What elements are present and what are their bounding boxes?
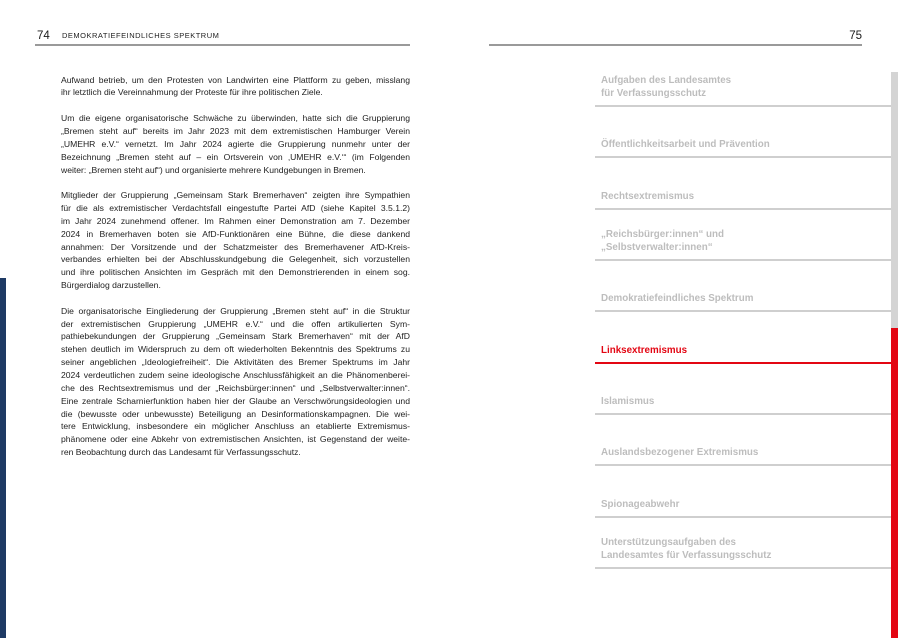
chapter-nav-item-active[interactable] — [595, 312, 891, 363]
body-text-line: 2024 verdeutlichen zudem seine ideologische Anschlussfähigkeit an die Phänomenberei- — [61, 370, 410, 380]
chapter-nav-label: Linksextremismus — [601, 344, 688, 356]
body-text-line: Bezeichnung „Bremen steht auf – ein Ortsverein von ‚UMEHR e.V.‘“ (im Folgenden — [61, 151, 410, 162]
body-text-line: phänomene oder eine Abkehr von extremistischen Ansichten, ist Gegenstand der weite- — [61, 434, 410, 445]
chapter-nav-item[interactable] — [595, 364, 891, 415]
chapter-nav-label: Unterstützungsaufgaben des — [601, 536, 736, 548]
body-text-line: „Bremen steht auf“ bereits im Jahr 2023 mit dem extremistischen Hamburger Verein — [61, 125, 410, 136]
body-text-line: Bürgerdialog darzustellen. — [61, 280, 161, 291]
chapter-tab-bar — [891, 72, 898, 328]
chapter-nav-label: Rechtsextremismus — [601, 190, 695, 202]
paragraph — [61, 189, 410, 292]
body-text-line: annahmen: Der Vorsitzende und der Schatzmeister des Bremerhavener AfD-Kreis- — [61, 241, 410, 252]
header-rule — [489, 44, 862, 45]
chapter-nav-label: „Selbstverwalter:innen“ — [601, 242, 713, 253]
body-text-line: stehen deutlich im Widerspruch zu dem oft wiederholten Bekenntnis des Spektrums zu — [61, 344, 410, 355]
header-rule — [35, 44, 410, 45]
body-text-line: im Jahr 2024 zunehmend offener. Im Rahmen einer Demonstration am 7. Dezember — [61, 215, 410, 226]
body-text-line: pathiebekundungen der Gruppierung „Gemeinsam Stark Bremerhaven“ mit der AfD — [61, 331, 410, 342]
body-text-line: „UMEHR e.V.“ vernetzt. Im Jahr 2024 agierte die Gruppierung nunmehr unter der — [61, 138, 410, 149]
chapter-nav-item[interactable] — [595, 107, 891, 158]
chapter-nav-item[interactable] — [595, 56, 891, 107]
chapter-nav-label: „Reichsbürger:innen“ und — [601, 229, 725, 240]
chapter-nav-item[interactable] — [595, 158, 891, 209]
body-text-line: Um die eigene organisatorische Schwäche zu überwinden, hatte sich die Gruppierung — [61, 113, 410, 124]
chapter-nav-label: Demokratiefeindliches Spektrum — [601, 293, 754, 305]
chapter-nav-item[interactable] — [595, 261, 891, 312]
chapter-nav-item[interactable] — [595, 518, 891, 569]
body-text-line: der extremistischen Gruppierung „UMEHR e.V.“ und die offen artikulierten Sym- — [61, 318, 410, 329]
body-text-line: 2024 in Bremerhaven boten sie AfD-Funktionären eine Bühne, die diese dankend — [61, 228, 410, 239]
body-text-line: verbandes erhielten bei der Abschlusskundgebung die Gelegenheit, sich vorzustellen — [61, 254, 410, 265]
body-text-line: Aufwand betrieb, um den Protesten von Landwirten eine Plattform zu geben, misslang — [61, 74, 410, 85]
chapter-nav-label: Öffentlichkeitsarbeit und Prävention — [601, 139, 770, 151]
paragraph — [61, 74, 410, 100]
chapter-nav-label: Auslandsbezogener Extremismus — [601, 447, 759, 459]
page-number: 75 — [849, 30, 862, 42]
chapter-nav — [595, 56, 891, 569]
chapter-nav-item[interactable] — [595, 466, 891, 517]
chapter-nav-item[interactable] — [595, 210, 891, 261]
chapter-nav-label: Aufgaben des Landesamtes — [601, 75, 732, 87]
paragraph — [61, 112, 410, 176]
body-text-line: ren Beobachtung durch das Landesamt für Verfassungsschutz. — [61, 447, 301, 458]
body-text-line: die (bewusste oder unbewusste) Beteiligung an Desinformationskampagnen. Die wei- — [61, 408, 410, 419]
body-text-line: Die organisatorische Eingliederung der Gruppierung „Bremen steht auf“ in die Struktur — [61, 305, 410, 316]
active-chapter-marker — [891, 328, 898, 638]
body-text-line: Eine zentrale Scharnierfunktion haben hier der Glaube an Verschwörungsideologien und — [61, 395, 410, 406]
body-text-line: Mitglieder der Gruppierung „Gemeinsam Stark Bremerhaven“ zeigten ihre Sympathien — [61, 190, 410, 201]
body-text-line: weiter: „Bremen steht auf“) und organisierte mehrere Kundgebungen in Bremen. — [61, 164, 366, 175]
body-text-line: und ihre politischen Ansichten im Gespräch mit den Demonstrierenden in einem sog. — [61, 267, 410, 278]
body-text-line: für die als extremistischer Verdachtsfall eingestufte Partei AfD (siehe Kapitel 3.5.1.2) — [61, 203, 410, 214]
chapter-nav-label: Landesamtes für Verfassungsschutz — [601, 549, 772, 561]
chapter-nav-item[interactable] — [595, 415, 891, 466]
body-text-line: ihr letztlich die Vereinnahmung der Proteste für ihre politischen Ziele. — [61, 87, 323, 98]
chapter-nav-label: Islamismus — [601, 395, 655, 407]
chapter-nav-label: für Verfassungsschutz — [601, 88, 707, 100]
body-text-line: seiner angeblichen „Ideologiefreiheit“. Die Aktivitäten des Bremer Spektrums im Jahr — [61, 357, 410, 368]
body-text-line: che des Rechtsextremismus und der „Reichsbürger:innen“ und „Selbstverwalter:innen“. — [61, 382, 410, 393]
paragraph — [61, 305, 410, 459]
body-text — [61, 74, 410, 472]
margin-color-bar — [0, 278, 6, 638]
page-number: 74 — [37, 30, 50, 42]
running-head: DEMOKRATIEFEINDLICHES SPEKTRUM — [62, 31, 220, 40]
body-text-line: tere Entwicklung, insbesondere ein möglicher Anschluss an etablierte Extremismus- — [61, 421, 410, 432]
chapter-nav-label: Spionageabwehr — [601, 498, 680, 510]
